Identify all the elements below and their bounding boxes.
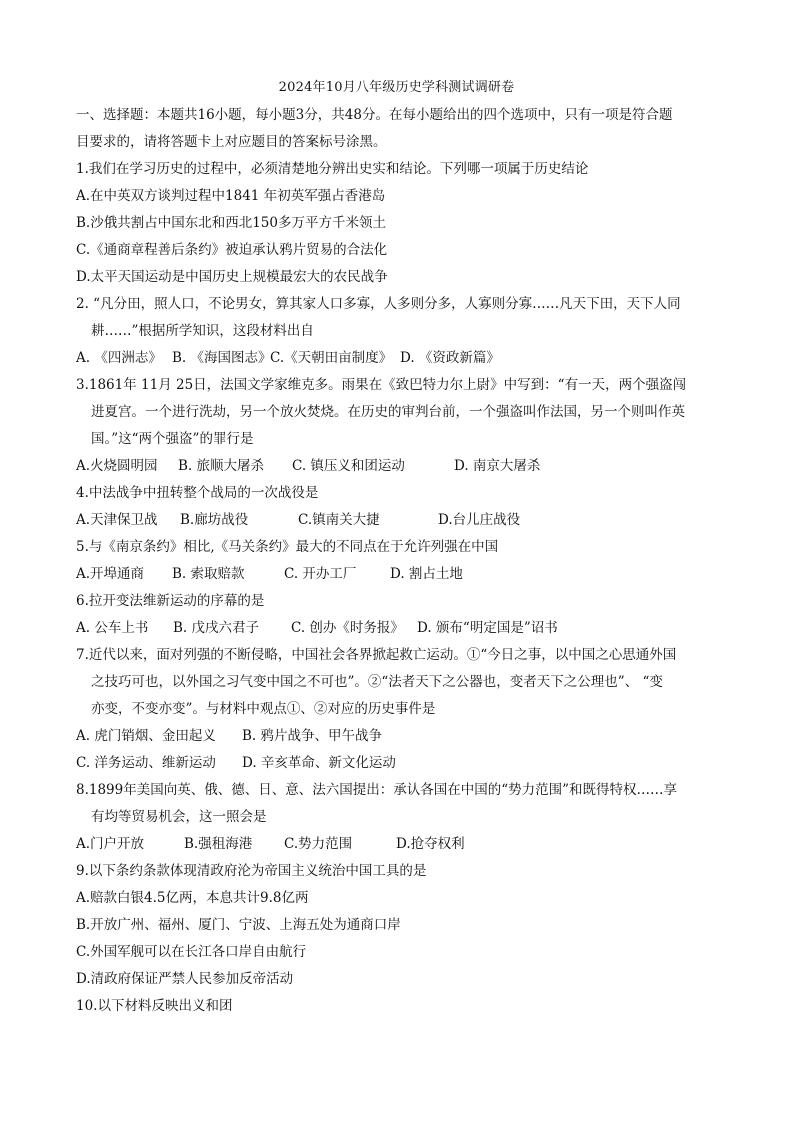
q9-option-b: B.开放广州、福州、厦门、宁波、上海五处为通商口岸 <box>76 917 401 933</box>
q2-option-c: C.《天朝田亩制度》 <box>270 350 393 366</box>
q3-stem-line-2: 进夏宫。一个进行洗劫，另一个放火焚烧。在历史的审判台前，一个强盗叫作法国，另一个则叫作英 <box>91 404 685 420</box>
q2-options <box>76 349 500 367</box>
page-title: 2024年10月八年级历史学科测试调研卷 <box>278 80 515 95</box>
q1-stem: 1.我们在学习历史的过程中，必须清楚地分辨出史实和结论。下列哪一项属于历史结论 <box>76 161 589 177</box>
q5-option-c: C. 开办工厂 <box>284 566 357 582</box>
q3-options <box>76 457 540 475</box>
q1-option-a: A.在中英双方谈判过程中1841 年初英军强占香港岛 <box>76 188 386 204</box>
q10-stem: 10.以下材料反映出义和团 <box>76 998 233 1014</box>
q1-option-b: B.沙俄共割占中国东北和西北150多万平方千米领土 <box>76 215 386 231</box>
q7-options-row-2 <box>76 754 396 772</box>
q1-option-c: C.《通商章程善后条约》被迫承认鸦片贸易的合法化 <box>76 242 388 258</box>
q3-option-d: D. 南京大屠杀 <box>454 458 541 474</box>
q4-option-d: D.台儿庄战役 <box>438 512 521 528</box>
q9-stem: 9.以下条约条款体现清政府沦为帝国主义统治中国工具的是 <box>76 863 427 879</box>
q9-option-c: C.外国军舰可以在长江各口岸自由航行 <box>76 944 307 960</box>
q6-options <box>76 619 558 637</box>
q4-option-c: C.镇南关大捷 <box>298 512 380 528</box>
q3-stem-line-3: 国。”这“两个强盗”的罪行是 <box>91 431 254 447</box>
q7-options-row-1 <box>76 727 382 745</box>
q2-stem-line-1: 2. “凡分田，照人口，不论男女，算其家人口多寡，人多则分多，人寡则分寡……凡天下田，天下人同 <box>76 296 681 312</box>
q1-option-d: D.太平天国运动是中国历史上规模最宏大的农民战争 <box>76 269 388 285</box>
q2-option-b: B. 《海国图志》 <box>172 350 272 366</box>
q7-stem-line-3: 亦变，不变亦变”。与材料中观点①、②对应的历史事件是 <box>91 701 436 717</box>
q8-option-b: B.强租海港 <box>184 836 253 852</box>
q2-option-a: A. 《四洲志》 <box>76 350 162 366</box>
q7-stem-line-1: 7.近代以来，面对列强的不断侵略，中国社会各界掀起救亡运动。①“今日之事，以中国之心思通外国 <box>76 647 677 663</box>
q8-option-d: D.抢夺权利 <box>396 836 465 852</box>
q6-stem: 6.拉开变法维新运动的序幕的是 <box>76 593 265 609</box>
q4-options <box>76 511 520 529</box>
q3-option-b: B. 旅顺大屠杀 <box>178 458 265 474</box>
q3-stem-line-1: 3.1861年 11月 25日，法国文学家维克多。雨果在《致巴特力尔上尉》中写到：“有一天，两个强盗闯 <box>76 377 687 393</box>
q5-option-d: D. 割占土地 <box>390 566 463 582</box>
q3-option-c: C. 镇压义和团运动 <box>292 458 405 474</box>
q7-stem-line-2: 之技巧可也，以外国之习气变中国之不可也”。②“法者天下之公器也，变者天下之公理也”、 “变 <box>91 674 663 690</box>
q7-option-c: C. 洋务运动、维新运动 <box>76 755 216 771</box>
q5-option-b: B. 索取赔款 <box>172 566 245 582</box>
q8-option-c: C.势力范围 <box>284 836 353 852</box>
q8-stem-line-1: 8.1899年美国向英、俄、德、日、意、法六国提出：承认各国在中国的“势力范围”和既得特权……享 <box>76 782 678 798</box>
q3-option-a: A.火烧圆明园 <box>76 458 158 474</box>
q2-option-d: D. 《资政新篇》 <box>400 350 500 366</box>
q6-option-a: A. 公车上书 <box>76 620 149 636</box>
q6-option-c: C. 创办《时务报》 <box>291 620 404 636</box>
q8-option-a: A.门户开放 <box>76 836 145 852</box>
section-instruction-line-2: 目要求的，请将答题卡上对应题目的答案标号涂黑。 <box>76 134 387 150</box>
q8-options <box>76 835 465 853</box>
q7-option-b: B. 鸦片战争、甲午战争 <box>242 728 383 744</box>
q4-stem: 4.中法战争中扭转整个战局的一次战役是 <box>76 485 319 501</box>
q6-option-d: D. 颁布“明定国是”诏书 <box>417 620 558 636</box>
q8-stem-line-2: 有均等贸易机会，这一照会是 <box>91 809 267 825</box>
q2-stem-line-2: 耕……”根据所学知识，这段材料出自 <box>91 323 314 339</box>
q5-options <box>76 565 463 583</box>
q5-stem: 5.与《南京条约》相比,《马关条约》最大的不同点在于允许列强在中国 <box>76 539 499 555</box>
q7-option-d: D. 辛亥革命、新文化运动 <box>242 755 396 771</box>
q5-option-a: A.开埠通商 <box>76 566 145 582</box>
q6-option-b: B. 戊戌六君子 <box>173 620 260 636</box>
q9-option-d: D.清政府保证严禁人民参加反帝活动 <box>76 971 294 987</box>
q4-option-b: B.廊坊战役 <box>180 512 249 528</box>
q7-option-a: A. 虎门销烟、金田起义 <box>76 728 216 744</box>
q4-option-a: A.天津保卫战 <box>76 512 158 528</box>
q9-option-a: A.赔款白银4.5亿两，本息共计9.8亿两 <box>76 890 309 906</box>
section-instruction-line-1: 一、选择题：本题共16小题，每小题3分，共48分。在每小题给出的四个选项中，只有一项是符合题 <box>76 107 673 123</box>
